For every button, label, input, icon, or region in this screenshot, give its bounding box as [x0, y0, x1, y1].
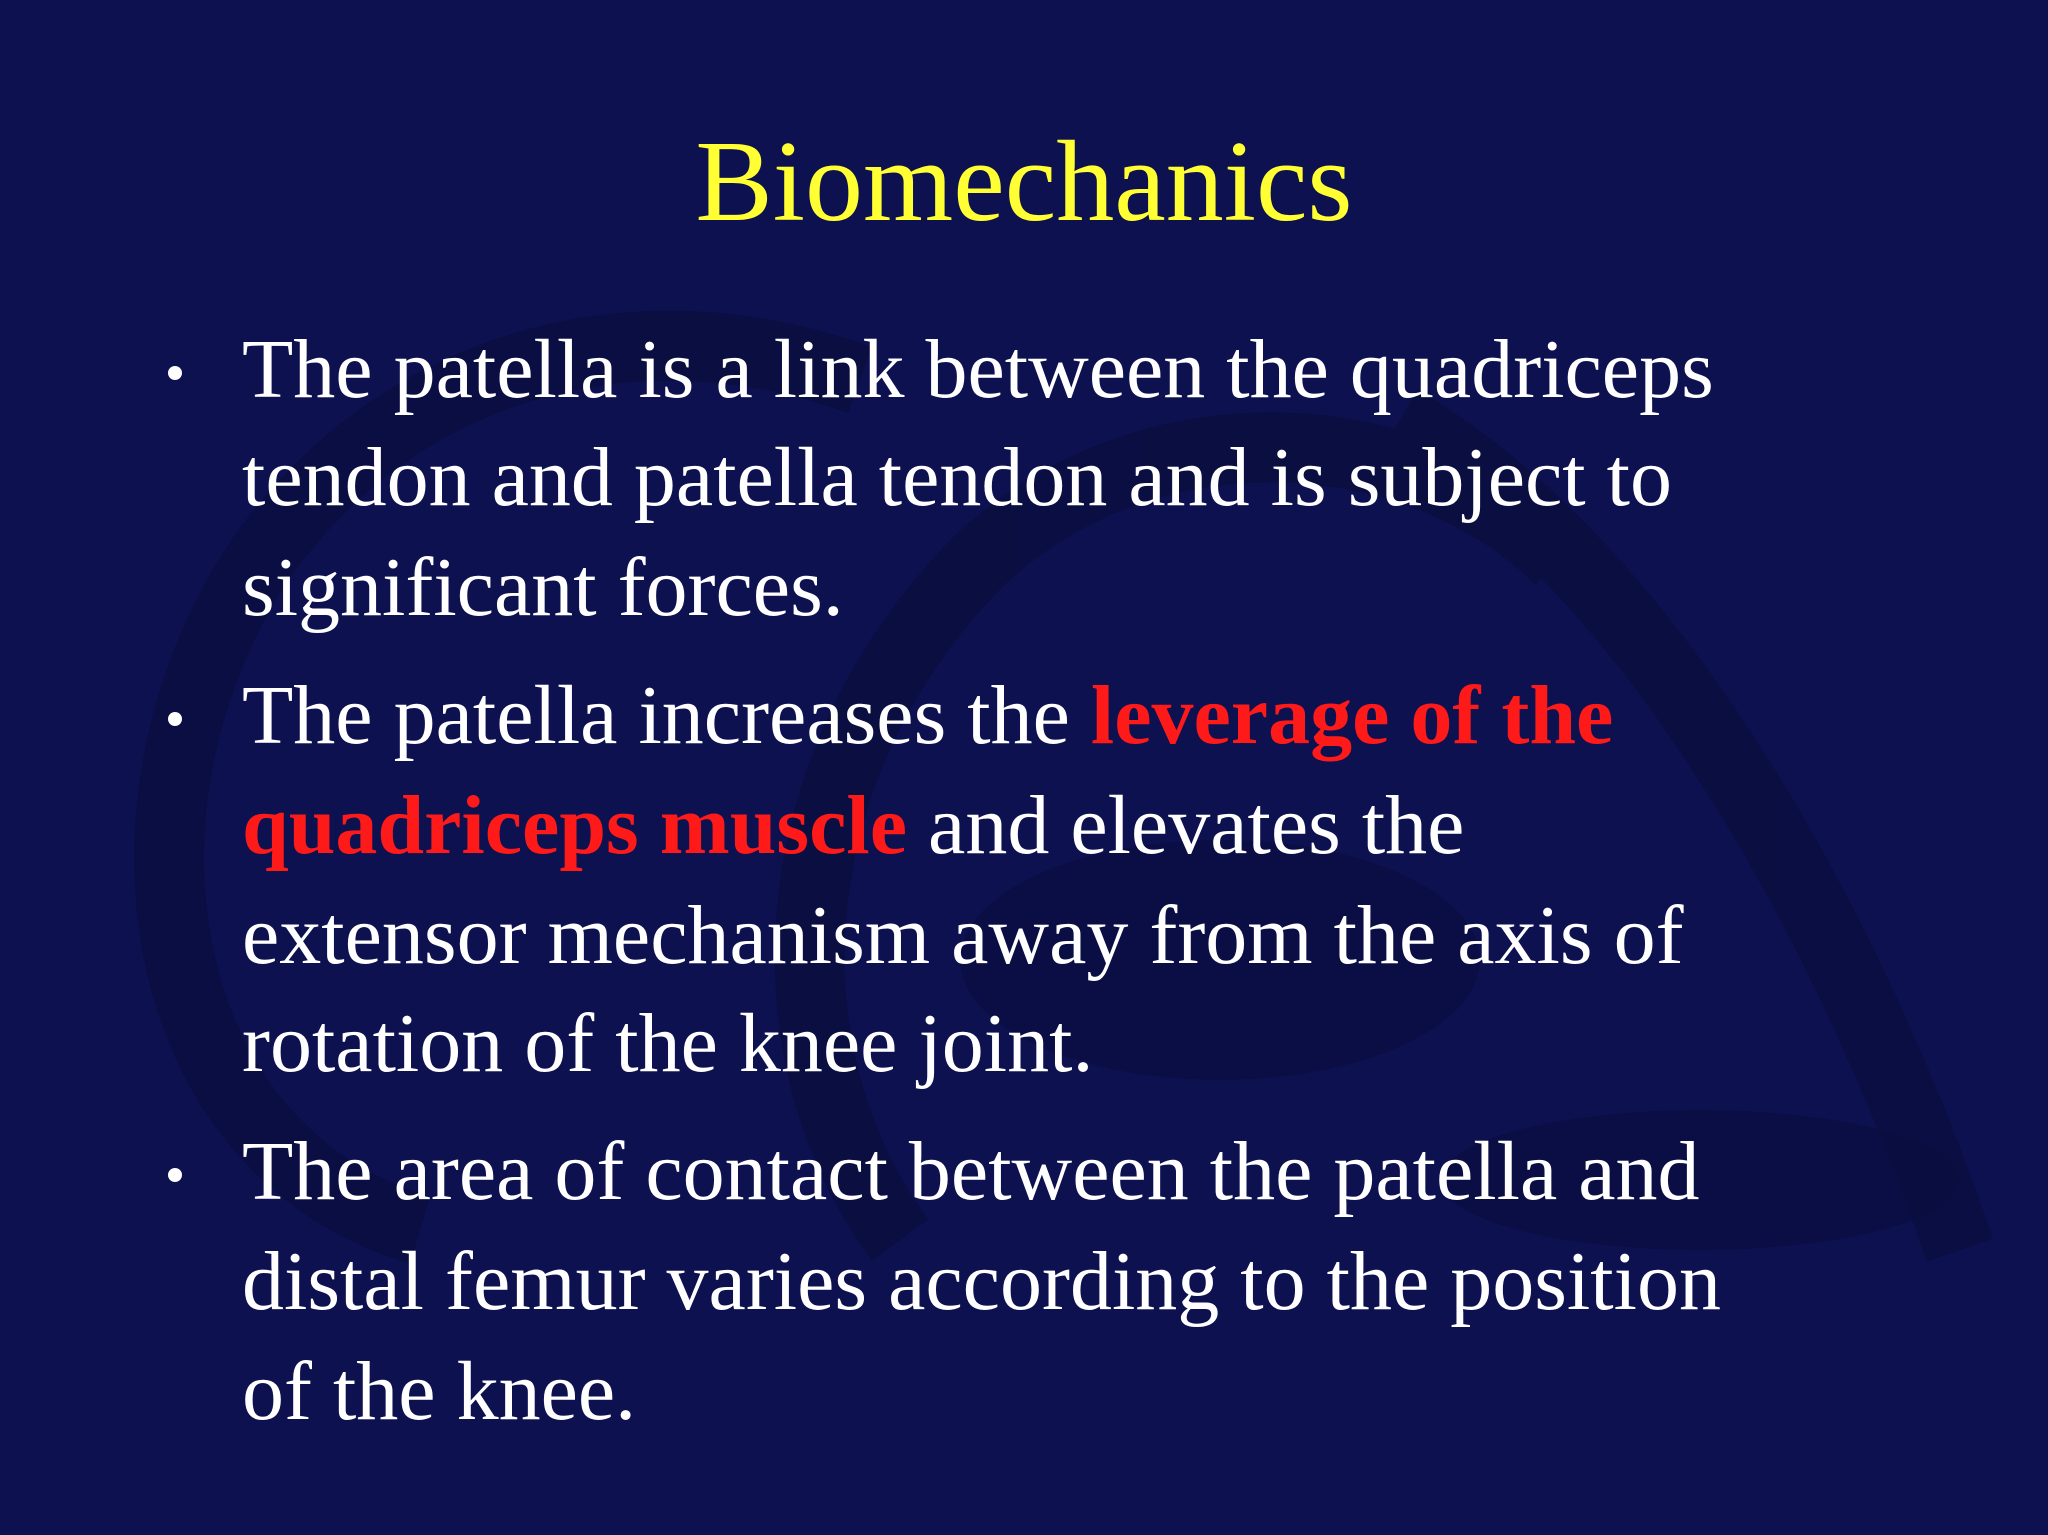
- bullet-1-line-2: tendon and patella tendon and is subject to: [242, 431, 1672, 524]
- bullet-2-highlight: quadriceps muscle: [242, 779, 908, 872]
- bullet-2-text: The patella increases the: [242, 669, 1091, 762]
- bullet-2-highlight: leverage of the: [1090, 669, 1614, 762]
- bullet-2-line-2: [242, 776, 1464, 876]
- bullet-3-line-2: distal femur varies according to the position: [242, 1235, 1721, 1328]
- bullet-1-line-3: significant forces.: [242, 541, 844, 634]
- bullet-2-line-4: rotation of the knee joint.: [242, 997, 1094, 1090]
- bullet-2-line-3: extensor mechanism away from the axis of: [242, 889, 1684, 982]
- bullet-2-text: and elevates the: [907, 779, 1465, 872]
- bullet-1-line-1: The patella is a link between the quadriceps: [242, 323, 1714, 416]
- bullet-2-line-1: [242, 666, 1613, 766]
- slide-title: Biomechanics: [695, 118, 1353, 246]
- bullet-marker: [168, 1168, 182, 1182]
- bullet-3-line-3: of the knee.: [242, 1345, 637, 1438]
- bullet-marker: [168, 712, 182, 726]
- bullet-marker: [168, 366, 182, 380]
- bullet-3-line-1: The area of contact between the patella and: [242, 1125, 1700, 1218]
